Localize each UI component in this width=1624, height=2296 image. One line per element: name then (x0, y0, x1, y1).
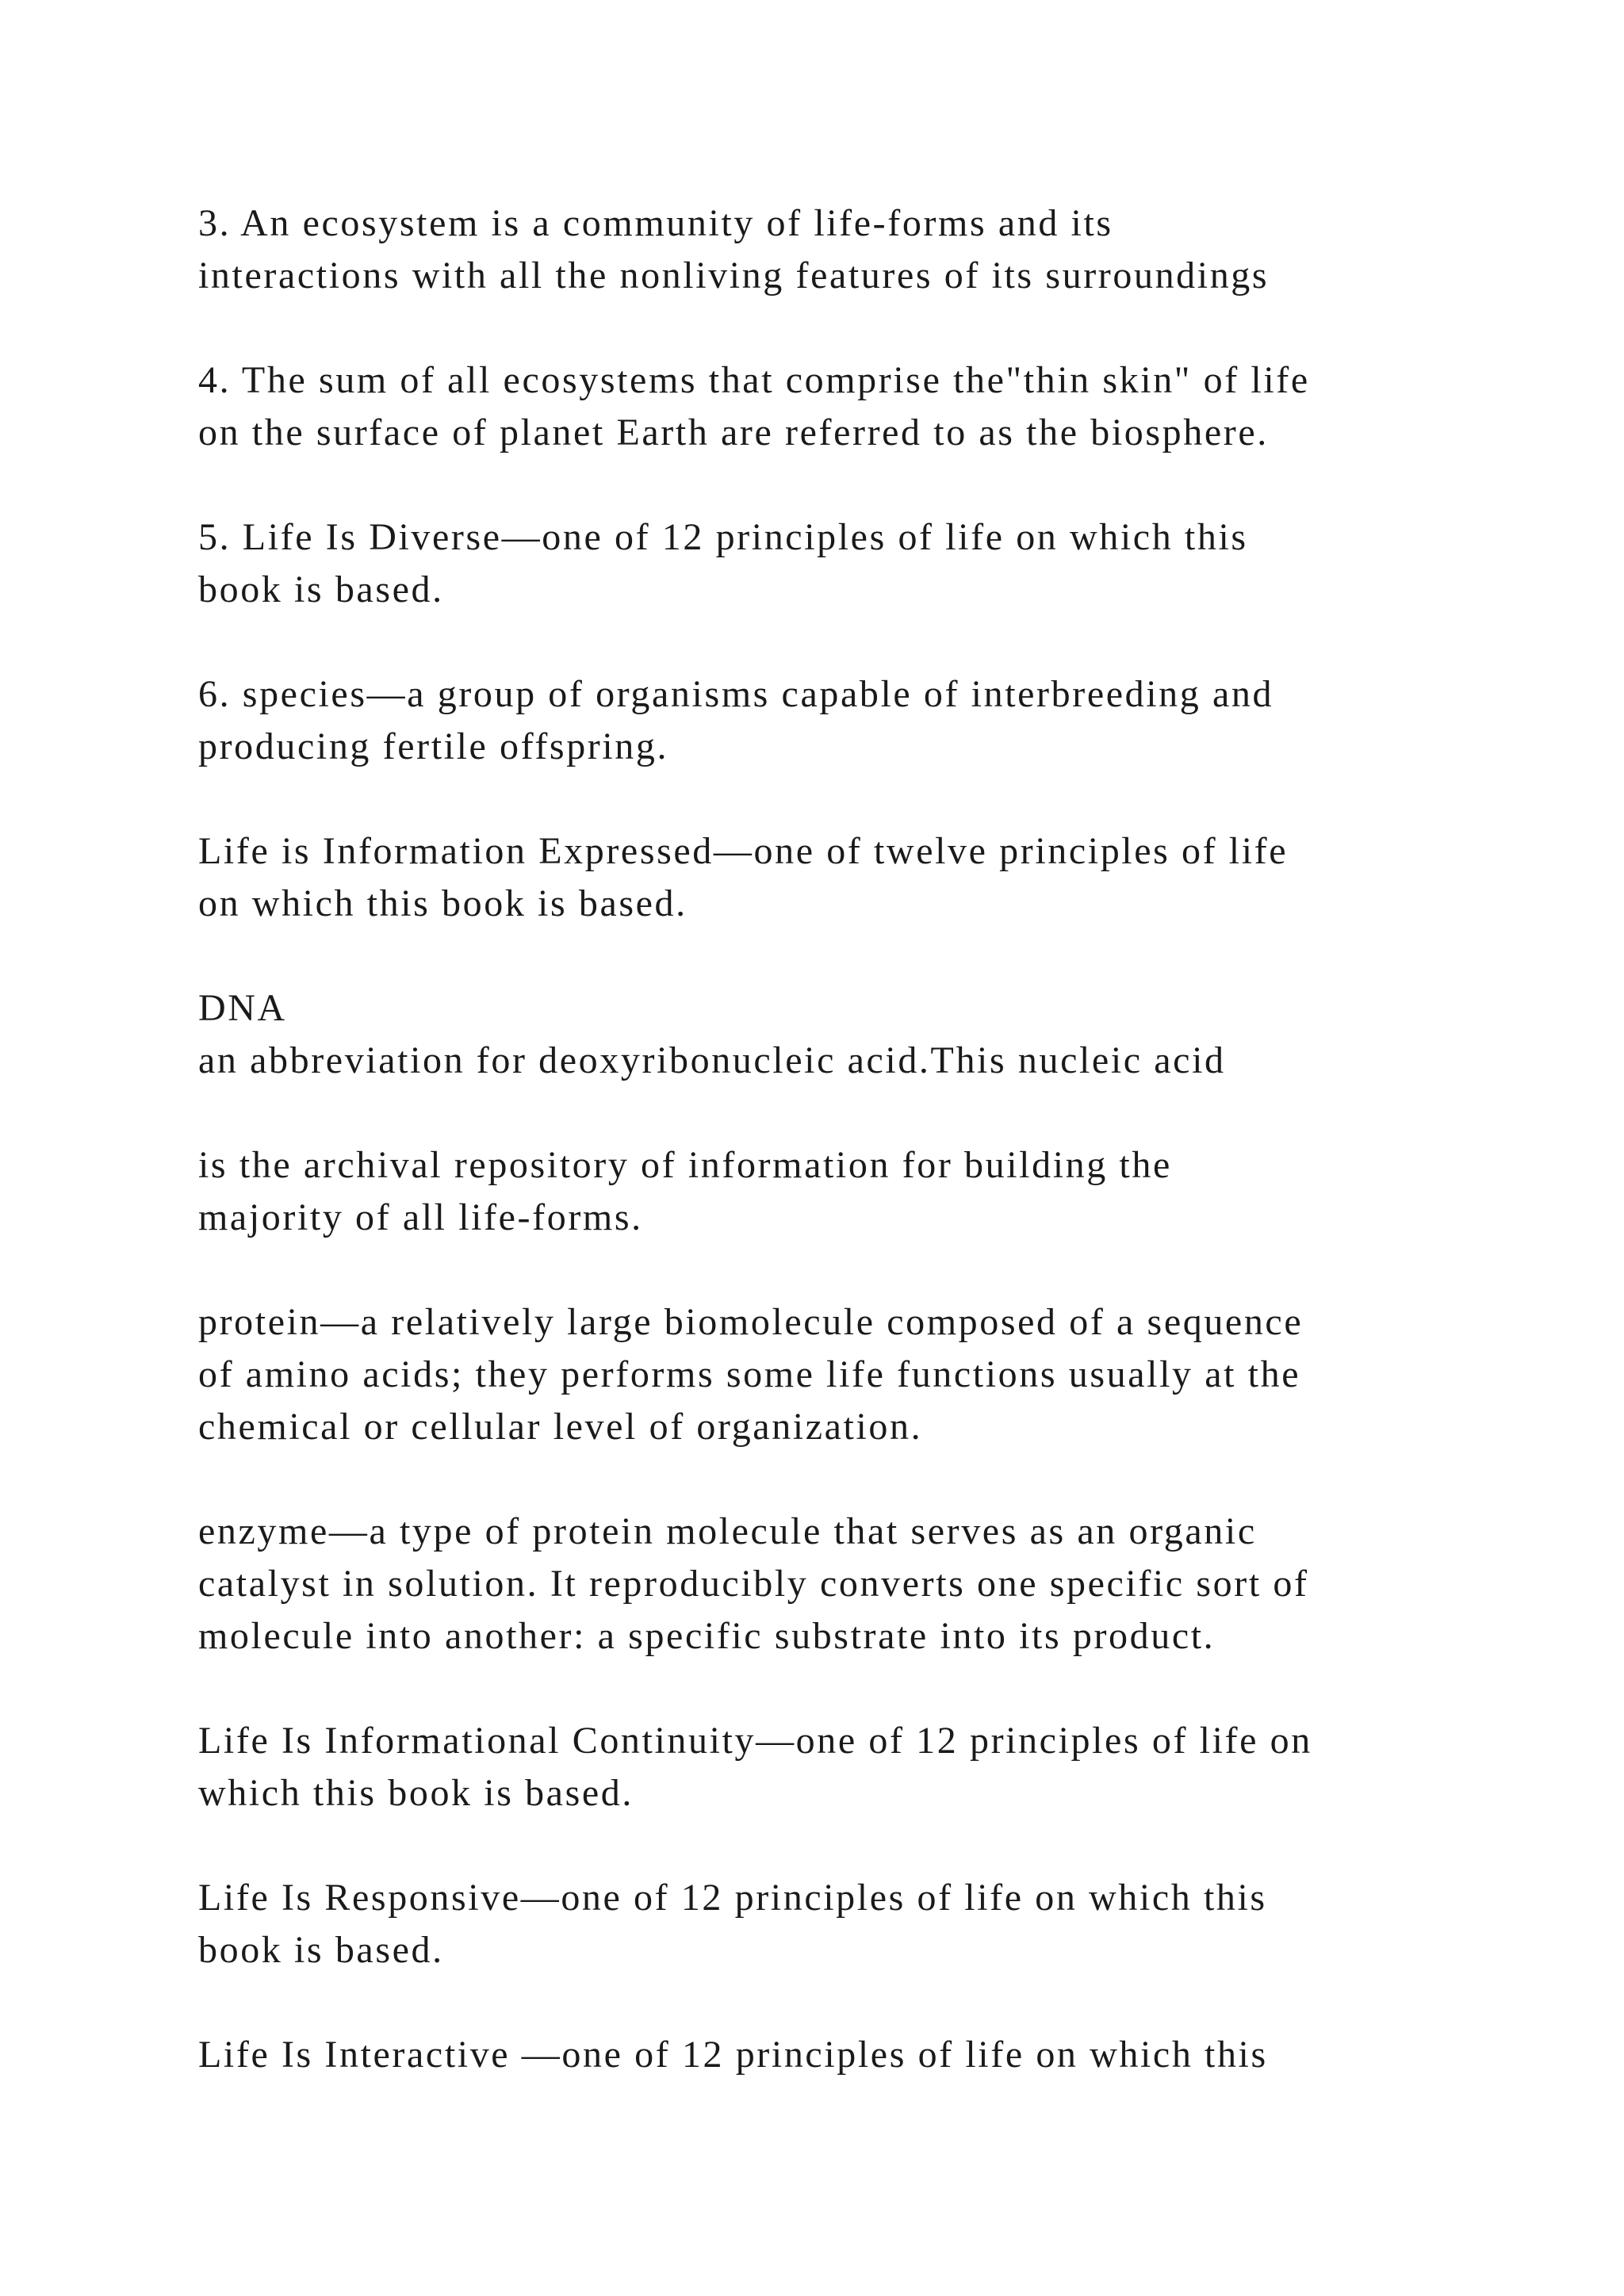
paragraph-dna-continued (198, 1139, 1483, 1244)
text-line: Life is Information Expressed—one of twelve principles of life (198, 830, 1289, 872)
paragraph-protein (198, 1296, 1483, 1453)
text-line: book is based. (198, 568, 444, 610)
text-line: producing fertile offspring. (198, 725, 669, 767)
text-line: 5. Life Is Diverse—one of 12 principles of life on which this (198, 516, 1248, 558)
paragraph-ecosystem (198, 197, 1483, 302)
paragraph-biosphere (198, 354, 1483, 459)
paragraph-informational-continuity (198, 1715, 1483, 1820)
paragraph-enzyme (198, 1506, 1483, 1663)
text-line: 6. species—a group of organisms capable of interbreeding and (198, 673, 1274, 715)
text-line: enzyme—a type of protein molecule that serves as an organic (198, 1510, 1257, 1552)
text-line: chemical or cellular level of organization. (198, 1406, 923, 1448)
text-line: interactions with all the nonliving features of its surroundings (198, 254, 1270, 297)
text-line: 4. The sum of all ecosystems that comprise the"thin skin" of life (198, 359, 1310, 401)
text-line: Life Is Responsive—one of 12 principles of life on which this (198, 1877, 1267, 1919)
paragraph-life-is-diverse (198, 511, 1483, 616)
text-line: book is based. (198, 1929, 444, 1971)
text-line: which this book is based. (198, 1772, 634, 1814)
text-line: 3. An ecosystem is a community of life-forms and its (198, 202, 1113, 244)
paragraph-dna (198, 982, 1483, 1087)
text-line: on which this book is based. (198, 882, 688, 924)
text-line: an abbreviation for deoxyribonucleic acid.This nucleic acid (198, 1039, 1226, 1081)
text-line: of amino acids; they performs some life functions usually at the (198, 1353, 1301, 1395)
text-line: on the surface of planet Earth are referred to as the biosphere. (198, 411, 1269, 453)
paragraph-species (198, 668, 1483, 773)
text-line: DNA (198, 987, 287, 1029)
text-line: Life Is Informational Continuity—one of 12 principles of life on (198, 1720, 1312, 1762)
text-line: protein—a relatively large biomolecule composed of a sequence (198, 1301, 1304, 1343)
paragraph-information-expressed (198, 825, 1483, 930)
paragraph-life-is-interactive (198, 2029, 1483, 2081)
text-line: majority of all life-forms. (198, 1196, 643, 1238)
text-line: catalyst in solution. It reproducibly converts one specific sort of (198, 1563, 1309, 1605)
text-line: molecule into another: a specific substrate into its product. (198, 1615, 1216, 1657)
paragraph-life-is-responsive (198, 1872, 1483, 1976)
text-line: Life Is Interactive —one of 12 principles of life on which this (198, 2034, 1268, 2076)
text-line: is the archival repository of information for building the (198, 1144, 1172, 1186)
document-body (198, 197, 1483, 2133)
